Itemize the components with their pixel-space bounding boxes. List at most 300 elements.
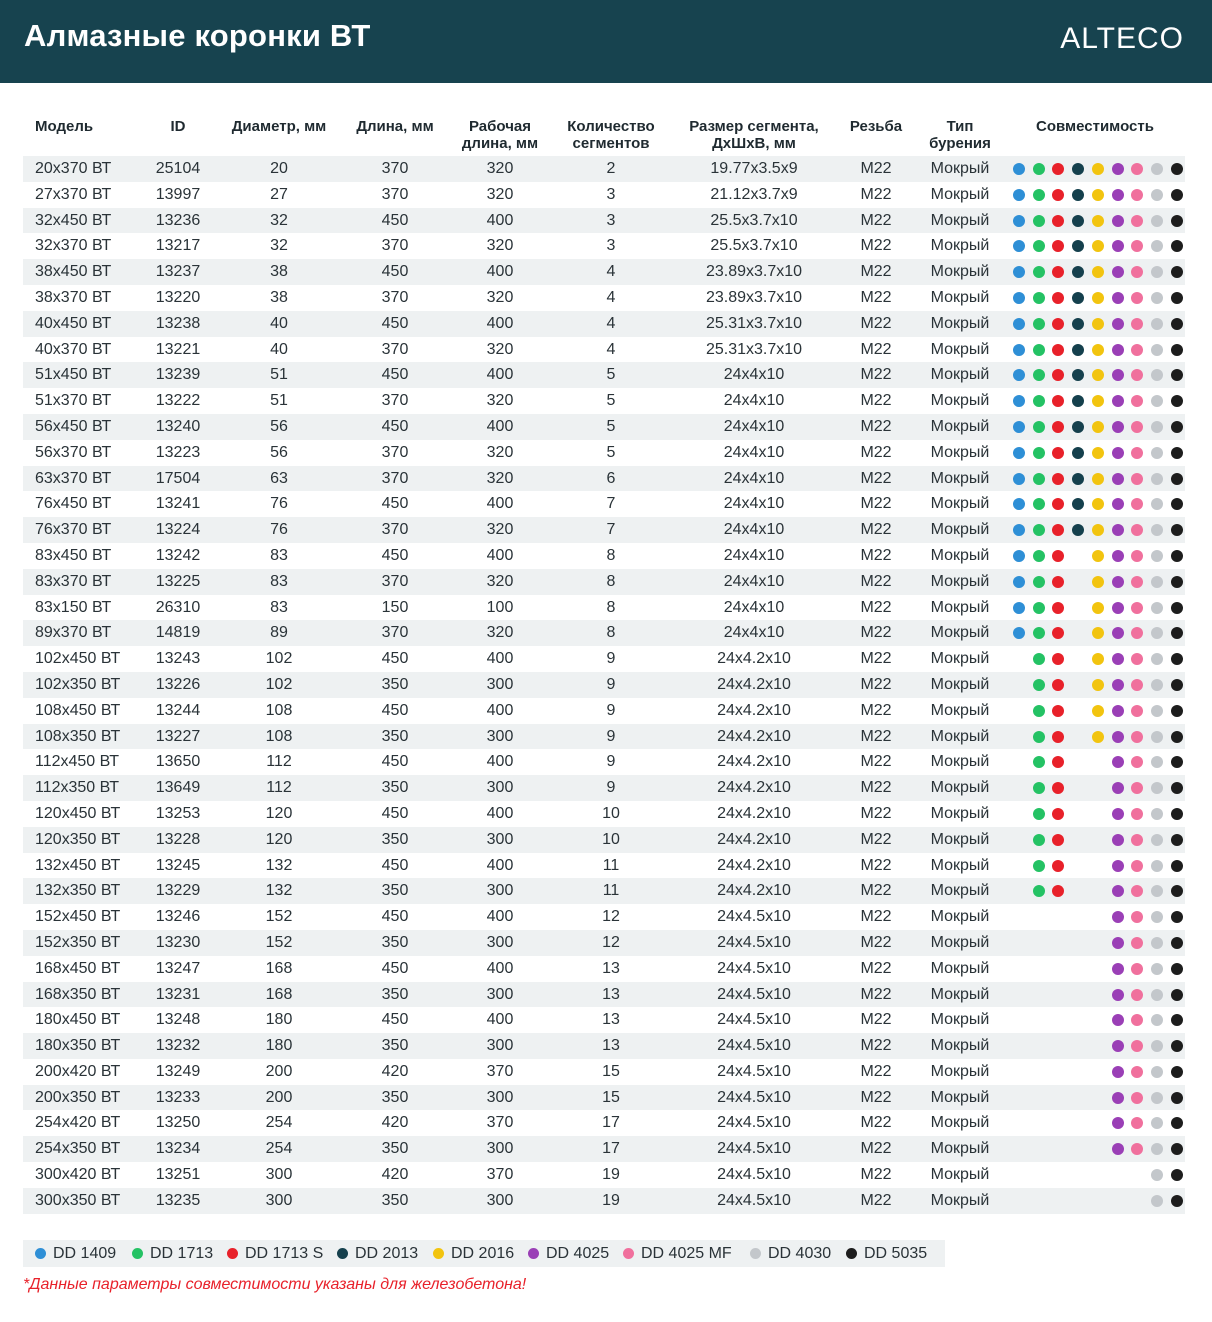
cell-length: 350 [381, 779, 409, 797]
cell-length: 370 [381, 521, 409, 539]
legend-dot-icon [623, 1248, 634, 1259]
cell-work-length: 400 [486, 856, 514, 874]
table-row [23, 491, 1185, 517]
cell-length: 350 [381, 933, 409, 951]
cell-segment-size: 24x4x10 [723, 443, 785, 461]
compat-dot-dd-4030 [1151, 163, 1163, 175]
cell-work-length: 320 [486, 572, 514, 590]
compat-dot-dd-4025 [1112, 215, 1124, 227]
cell-id: 13222 [155, 392, 201, 410]
compat-dot-dd-2016 [1092, 163, 1104, 175]
compat-dot-dd-4025 [1112, 1014, 1124, 1026]
compat-dot-dd-5035 [1171, 705, 1183, 717]
compat-dot-dd-1713-s [1052, 679, 1064, 691]
compat-dots [1010, 517, 1180, 543]
compat-dot-dd-4025 [1112, 524, 1124, 536]
compat-dot-dd-1713 [1033, 782, 1045, 794]
cell-diameter: 56 [270, 443, 288, 461]
cell-model: 152x350 ВТ [35, 933, 121, 951]
cell-segments: 13 [602, 1037, 620, 1055]
cell-id: 13237 [155, 263, 201, 281]
cell-id: 13225 [155, 572, 201, 590]
cell-drill-type: Мокрый [930, 211, 990, 229]
cell-thread: M22 [860, 1166, 892, 1184]
compat-dot-dd-4030 [1151, 189, 1163, 201]
cell-diameter: 200 [265, 1088, 293, 1106]
compat-dot-dd-4030 [1151, 292, 1163, 304]
compat-dot-dd-1409 [1013, 189, 1025, 201]
compat-dot-dd-4025-mf [1131, 627, 1143, 639]
cell-id: 13224 [155, 521, 201, 539]
compat-dot-dd-4030 [1151, 627, 1163, 639]
compat-dot-dd-2016 [1092, 473, 1104, 485]
cell-thread: M22 [860, 185, 892, 203]
compat-dot-dd-2013 [1072, 369, 1084, 381]
compat-dot-dd-4030 [1151, 318, 1163, 330]
cell-work-length: 300 [486, 779, 514, 797]
col-header-work-length: Рабочая длина, мм [461, 118, 539, 152]
cell-segments: 3 [606, 237, 616, 255]
cell-length: 420 [381, 1166, 409, 1184]
cell-drill-type: Мокрый [930, 160, 990, 177]
compat-dot-dd-5035 [1171, 860, 1183, 872]
cell-drill-type: Мокрый [930, 185, 990, 203]
cell-model: 27x370 ВТ [35, 185, 112, 203]
col-header-drill-type: Тип бурения [929, 118, 991, 152]
compat-dots [1010, 208, 1180, 234]
cell-segments: 7 [606, 495, 616, 513]
compat-dot-dd-4025 [1112, 1117, 1124, 1129]
cell-diameter: 120 [265, 804, 293, 822]
compat-dot-dd-1713-s [1052, 473, 1064, 485]
legend-item [227, 1240, 323, 1267]
compat-dot-dd-4025-mf [1131, 189, 1143, 201]
table-body [23, 156, 1185, 1214]
compat-dot-dd-1713 [1033, 627, 1045, 639]
compat-dot-dd-1713 [1033, 473, 1045, 485]
compat-dot-dd-4025-mf [1131, 989, 1143, 1001]
compat-dot-dd-5035 [1171, 447, 1183, 459]
compat-dot-dd-2013 [1072, 395, 1084, 407]
cell-work-length: 300 [486, 1037, 514, 1055]
header-bar [0, 0, 1212, 83]
cell-model: 112x450 ВТ [35, 753, 120, 771]
cell-segments: 4 [606, 314, 616, 332]
compat-dot-dd-4030 [1151, 266, 1163, 278]
legend-dot-icon [227, 1248, 238, 1259]
cell-segments: 5 [606, 443, 616, 461]
cell-model: 254x350 ВТ [35, 1140, 121, 1158]
cell-diameter: 180 [265, 1011, 293, 1029]
compat-dots [1010, 362, 1180, 388]
cell-drill-type: Мокрый [930, 779, 990, 797]
cell-segment-size: 24x4.5x10 [717, 1191, 791, 1209]
cell-segment-size: 24x4x10 [723, 572, 785, 590]
cell-length: 350 [381, 1191, 409, 1209]
compat-dot-dd-4025 [1112, 1040, 1124, 1052]
compat-dot-dd-5035 [1171, 189, 1183, 201]
compat-dot-dd-4025 [1112, 1143, 1124, 1155]
cell-drill-type: Мокрый [930, 1088, 990, 1106]
col-header-model: Модель [35, 118, 94, 135]
legend-label: DD 4025 MF [641, 1245, 732, 1262]
compat-dot-dd-4025-mf [1131, 679, 1143, 691]
compat-dot-dd-4025-mf [1131, 550, 1143, 562]
compat-dot-dd-4025 [1112, 627, 1124, 639]
cell-drill-type: Мокрый [930, 288, 990, 306]
cell-work-length: 400 [486, 263, 514, 281]
compat-dot-dd-1713-s [1052, 240, 1064, 252]
compat-dot-dd-4025-mf [1131, 963, 1143, 975]
compat-dot-dd-2016 [1092, 369, 1104, 381]
compat-dot-dd-4030 [1151, 834, 1163, 846]
compat-dot-dd-1713 [1033, 292, 1045, 304]
compat-dots [1010, 1162, 1180, 1188]
compat-dot-dd-1713 [1033, 344, 1045, 356]
table-row [23, 259, 1185, 285]
legend-item [750, 1240, 831, 1267]
cell-id: 13243 [155, 650, 201, 668]
table-row [23, 646, 1185, 672]
cell-diameter: 40 [270, 314, 288, 332]
compat-dots [1010, 569, 1180, 595]
cell-id: 13231 [155, 985, 201, 1003]
cell-segments: 15 [602, 1088, 620, 1106]
cell-drill-type: Мокрый [930, 1037, 990, 1055]
cell-segment-size: 24x4.5x10 [717, 1062, 791, 1080]
table-row [23, 724, 1185, 750]
legend-dot-icon [35, 1248, 46, 1259]
compat-dot-dd-4030 [1151, 808, 1163, 820]
compat-dot-dd-2016 [1092, 498, 1104, 510]
compat-dot-dd-1409 [1013, 266, 1025, 278]
compat-dot-dd-4025 [1112, 885, 1124, 897]
cell-diameter: 152 [265, 908, 293, 926]
compat-dots [1010, 1188, 1180, 1214]
compat-dots [1010, 414, 1180, 440]
cell-drill-type: Мокрый [930, 443, 990, 461]
cell-segment-size: 24x4.5x10 [717, 933, 791, 951]
cell-work-length: 300 [486, 1088, 514, 1106]
compat-dot-dd-4025 [1112, 473, 1124, 485]
cell-model: 32x370 ВТ [35, 237, 112, 255]
table-row [23, 1162, 1185, 1188]
cell-segment-size: 24x4.2x10 [717, 882, 791, 900]
table-row [23, 285, 1185, 311]
compat-dot-dd-5035 [1171, 473, 1183, 485]
cell-id: 13997 [155, 185, 201, 203]
compat-dot-dd-1713 [1033, 395, 1045, 407]
compat-dot-dd-4030 [1151, 1014, 1163, 1026]
cell-segments: 8 [606, 624, 616, 642]
compat-dot-dd-4025 [1112, 292, 1124, 304]
compat-dot-dd-4025 [1112, 808, 1124, 820]
cell-model: 51x370 ВТ [35, 392, 112, 410]
compat-dots [1010, 156, 1180, 182]
legend-label: DD 4025 [546, 1245, 610, 1262]
cell-segment-size: 24x4x10 [723, 417, 785, 435]
compat-dot-dd-5035 [1171, 602, 1183, 614]
cell-work-length: 300 [486, 830, 514, 848]
cell-segment-size: 24x4.2x10 [717, 804, 791, 822]
compat-dot-dd-4025 [1112, 163, 1124, 175]
cell-segments: 11 [602, 856, 620, 874]
table-row [23, 595, 1185, 621]
compat-dot-dd-1713-s [1052, 266, 1064, 278]
cell-thread: M22 [860, 985, 892, 1003]
cell-diameter: 38 [270, 263, 288, 281]
cell-thread: M22 [860, 366, 892, 384]
compat-dot-dd-1713-s [1052, 395, 1064, 407]
compat-dot-dd-1713-s [1052, 550, 1064, 562]
cell-model: 132x450 ВТ [35, 856, 121, 874]
table-row [23, 182, 1185, 208]
compat-dot-dd-1713-s [1052, 602, 1064, 614]
cell-diameter: 300 [265, 1191, 293, 1209]
cell-id: 13238 [155, 314, 201, 332]
cell-thread: M22 [860, 727, 892, 745]
compat-dot-dd-1713-s [1052, 421, 1064, 433]
compat-dot-dd-4030 [1151, 963, 1163, 975]
table-row [23, 337, 1185, 363]
compat-dot-dd-4025-mf [1131, 860, 1143, 872]
cell-segment-size: 24x4.2x10 [717, 701, 791, 719]
compat-dot-dd-2016 [1092, 215, 1104, 227]
cell-work-length: 400 [486, 753, 514, 771]
cell-diameter: 120 [265, 830, 293, 848]
cell-drill-type: Мокрый [930, 650, 990, 668]
compat-dot-dd-5035 [1171, 1092, 1183, 1104]
cell-segments: 4 [606, 340, 616, 358]
cell-diameter: 89 [270, 624, 288, 642]
compat-legend [23, 1240, 945, 1267]
compat-dots [1010, 543, 1180, 569]
cell-segment-size: 24x4.2x10 [717, 650, 791, 668]
cell-drill-type: Мокрый [930, 624, 990, 642]
compat-dot-dd-4025 [1112, 576, 1124, 588]
cell-diameter: 112 [266, 753, 292, 771]
compat-dot-dd-4030 [1151, 1195, 1163, 1207]
table-row [23, 827, 1185, 853]
table-row [23, 775, 1185, 801]
compat-dot-dd-2013 [1072, 498, 1084, 510]
cell-work-length: 300 [486, 1191, 514, 1209]
legend-item [337, 1240, 418, 1267]
compat-dot-dd-4025-mf [1131, 266, 1143, 278]
compat-dot-dd-1713-s [1052, 834, 1064, 846]
cell-segments: 4 [606, 288, 616, 306]
cell-segment-size: 24x4.5x10 [717, 1011, 791, 1029]
compat-dot-dd-2016 [1092, 679, 1104, 691]
table-row [23, 930, 1185, 956]
compat-dot-dd-4025-mf [1131, 756, 1143, 768]
compat-dot-dd-4025 [1112, 550, 1124, 562]
cell-model: 56x370 ВТ [35, 443, 112, 461]
compat-dot-dd-2016 [1092, 447, 1104, 459]
cell-work-length: 400 [486, 701, 514, 719]
compat-dots [1010, 285, 1180, 311]
compat-dot-dd-1713 [1033, 240, 1045, 252]
compat-dot-dd-2013 [1072, 344, 1084, 356]
cell-work-length: 400 [486, 211, 514, 229]
cell-segments: 9 [606, 650, 616, 668]
cell-model: 108x350 ВТ [35, 727, 121, 745]
compat-dot-dd-5035 [1171, 240, 1183, 252]
legend-item [846, 1240, 927, 1267]
cell-work-length: 370 [486, 1114, 514, 1132]
cell-id: 13251 [155, 1166, 201, 1184]
compat-dot-dd-5035 [1171, 550, 1183, 562]
cell-segment-size: 24x4.5x10 [717, 908, 791, 926]
col-header-segment-size: Размер сегмента, ДхШхВ, мм [689, 118, 819, 152]
compat-dots [1010, 904, 1180, 930]
table-row [23, 982, 1185, 1008]
legend-item [623, 1240, 732, 1267]
compat-dot-dd-5035 [1171, 318, 1183, 330]
compat-dot-dd-5035 [1171, 1117, 1183, 1129]
cell-length: 350 [381, 882, 409, 900]
cell-segment-size: 24x4x10 [723, 598, 785, 616]
cell-length: 450 [381, 908, 409, 926]
legend-dot-icon [846, 1248, 857, 1259]
compat-dot-dd-4030 [1151, 860, 1163, 872]
cell-drill-type: Мокрый [930, 933, 990, 951]
compat-dot-dd-1713 [1033, 679, 1045, 691]
compat-dots [1010, 827, 1180, 853]
cell-drill-type: Мокрый [930, 1140, 990, 1158]
cell-length: 370 [381, 160, 409, 177]
compat-dots [1010, 749, 1180, 775]
compat-dots [1010, 1007, 1180, 1033]
compat-dots [1010, 853, 1180, 879]
compat-dot-dd-1713-s [1052, 189, 1064, 201]
cell-segment-size: 24x4.5x10 [717, 959, 791, 977]
cell-drill-type: Мокрый [930, 263, 990, 281]
compat-dot-dd-5035 [1171, 627, 1183, 639]
cell-segments: 13 [602, 985, 620, 1003]
cell-work-length: 320 [486, 237, 514, 255]
legend-label: DD 4030 [768, 1245, 832, 1262]
compat-dot-dd-4030 [1151, 705, 1163, 717]
cell-segments: 4 [606, 263, 616, 281]
cell-length: 150 [381, 598, 409, 616]
compat-dots [1010, 1110, 1180, 1136]
compat-dot-dd-1713 [1033, 550, 1045, 562]
cell-diameter: 83 [270, 572, 288, 590]
cell-id: 13248 [155, 1011, 201, 1029]
cell-segment-size: 24x4.2x10 [717, 856, 791, 874]
cell-segment-size: 24x4x10 [723, 392, 785, 410]
compat-dot-dd-4025-mf [1131, 808, 1143, 820]
cell-work-length: 320 [486, 288, 514, 306]
legend-label: DD 1713 S [245, 1245, 324, 1262]
compat-dot-dd-4030 [1151, 782, 1163, 794]
legend-dot-icon [132, 1248, 143, 1259]
cell-segment-size: 24x4x10 [723, 495, 785, 513]
cell-work-length: 320 [486, 624, 514, 642]
compat-dot-dd-4025-mf [1131, 421, 1143, 433]
legend-item [35, 1240, 116, 1267]
compat-dot-dd-4025-mf [1131, 885, 1143, 897]
compat-dot-dd-1713-s [1052, 524, 1064, 536]
cell-length: 450 [381, 366, 409, 384]
compat-dot-dd-2016 [1092, 395, 1104, 407]
table-row [23, 956, 1185, 982]
compat-dot-dd-4030 [1151, 524, 1163, 536]
compat-dot-dd-4025-mf [1131, 318, 1143, 330]
compat-dot-dd-5035 [1171, 266, 1183, 278]
compat-dot-dd-4025-mf [1131, 292, 1143, 304]
cell-id: 13250 [155, 1114, 201, 1132]
table-row [23, 440, 1185, 466]
cell-length: 450 [381, 650, 409, 668]
table-header [23, 118, 1185, 156]
compat-dots [1010, 620, 1180, 646]
cell-work-length: 320 [486, 185, 514, 203]
cell-diameter: 180 [265, 1037, 293, 1055]
cell-work-length: 320 [486, 521, 514, 539]
cell-segments: 19 [602, 1166, 620, 1184]
cell-work-length: 100 [486, 598, 514, 616]
compat-dots [1010, 233, 1180, 259]
compat-dot-dd-5035 [1171, 498, 1183, 510]
compat-dot-dd-4030 [1151, 1066, 1163, 1078]
cell-segments: 5 [606, 417, 616, 435]
compat-dot-dd-2016 [1092, 550, 1104, 562]
compat-dot-dd-4030 [1151, 653, 1163, 665]
compat-dot-dd-4025-mf [1131, 782, 1143, 794]
table-row [23, 698, 1185, 724]
compat-dot-dd-4025 [1112, 395, 1124, 407]
table-row [23, 414, 1185, 440]
compat-dot-dd-5035 [1171, 576, 1183, 588]
compat-dot-dd-5035 [1171, 782, 1183, 794]
cell-thread: M22 [860, 650, 892, 668]
compat-dot-dd-1713-s [1052, 627, 1064, 639]
cell-drill-type: Мокрый [930, 572, 990, 590]
compat-dots [1010, 878, 1180, 904]
compat-dot-dd-2013 [1072, 473, 1084, 485]
cell-drill-type: Мокрый [930, 959, 990, 977]
legend-dot-icon [528, 1248, 539, 1259]
cell-drill-type: Мокрый [930, 882, 990, 900]
compat-dot-dd-4025 [1112, 679, 1124, 691]
compat-dot-dd-1713 [1033, 834, 1045, 846]
table-row [23, 1188, 1185, 1214]
compat-dot-dd-1713-s [1052, 369, 1064, 381]
cell-segments: 3 [606, 185, 616, 203]
cell-id: 13253 [155, 804, 201, 822]
cell-model: 180x350 ВТ [35, 1037, 121, 1055]
cell-id: 13223 [155, 443, 201, 461]
cell-segment-size: 23.89x3.7x10 [705, 288, 803, 306]
table-row [23, 904, 1185, 930]
cell-thread: M22 [860, 1140, 892, 1158]
compat-dot-dd-4025 [1112, 344, 1124, 356]
cell-work-length: 400 [486, 1011, 514, 1029]
cell-thread: M22 [860, 830, 892, 848]
cell-segments: 7 [606, 521, 616, 539]
cell-segment-size: 21.12x3.7x9 [710, 185, 798, 203]
compat-dot-dd-1713 [1033, 885, 1045, 897]
compat-dot-dd-5035 [1171, 653, 1183, 665]
cell-segment-size: 24x4x10 [723, 546, 785, 564]
legend-label: DD 2016 [451, 1245, 515, 1262]
cell-thread: M22 [860, 546, 892, 564]
table-row [23, 1110, 1185, 1136]
compat-dot-dd-4025-mf [1131, 473, 1143, 485]
cell-id: 13229 [155, 882, 201, 900]
